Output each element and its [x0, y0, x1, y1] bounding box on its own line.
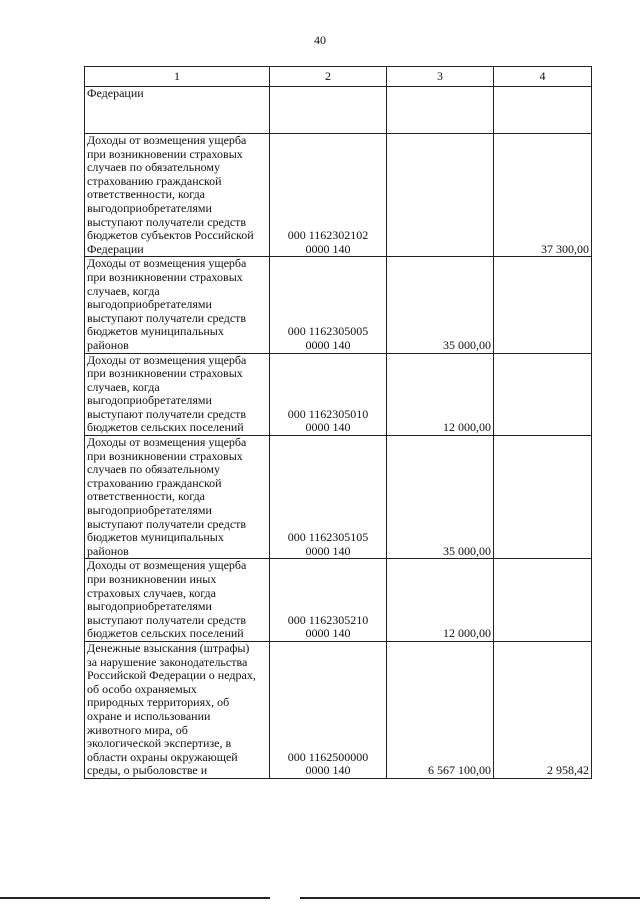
- row-amount-col3: 35 000,00: [387, 257, 494, 353]
- row-description: Доходы от возмещения ущерба при возникновении страховых случаев по обязательному страхованию гражданской ответственности, когда выгодоприобретателями выступают получатели средств бюджетов муниципальных районов: [87, 435, 247, 558]
- row-amount-col3: 12 000,00: [387, 559, 494, 642]
- page-edge-line: [300, 897, 640, 899]
- empty-cell: [387, 87, 494, 134]
- page-number: 40: [314, 33, 326, 47]
- table-row: [85, 353, 592, 436]
- row-amount-col4: 2 958,42: [494, 641, 592, 778]
- row-description: Доходы от возмещения ущерба при возникновении страховых случаев по обязательному страхованию гражданской ответственности, когда выгодоприобретателями выступают получатели средств бюджетов субъектов Российской Федерации: [87, 133, 254, 256]
- page-edge-line: [0, 897, 270, 899]
- row-description: Доходы от возмещения ущерба при возникновении иных страховых случаев, когда выгодоприобретателями выступают получатели средств бюджетов сельских поселений: [87, 558, 247, 641]
- table-row: [85, 257, 592, 353]
- table-row: [85, 559, 592, 642]
- header-col-1: 1: [85, 67, 270, 87]
- budget-table: [84, 66, 592, 779]
- table-row-continuation: [85, 87, 592, 134]
- row-budget-code: 000 1162305010 0000 140: [287, 406, 369, 435]
- row-budget-code: 000 1162305210 0000 140: [287, 612, 369, 641]
- table-row: [85, 641, 592, 778]
- row-amount-col3: [387, 134, 494, 257]
- row-description: Денежные взыскания (штрафы) за нарушение законодательства Российской Федерации о недрах, об особо охраняемых природных территориях, об охране и использовании животного мира, об экологической экспертизе, в области охраны окружающей среды, о рыболовстве и: [87, 640, 256, 778]
- table-header-row: [85, 67, 592, 87]
- row-amount-col3: 35 000,00: [387, 436, 494, 559]
- header-col-4: 4: [494, 67, 592, 87]
- row-amount-col3: 6 567 100,00: [387, 641, 494, 778]
- header-col-3: 3: [387, 67, 494, 87]
- empty-cell: [494, 87, 592, 134]
- empty-cell: [270, 87, 387, 134]
- row-amount-col4: [494, 257, 592, 353]
- row-amount-col3: 12 000,00: [387, 353, 494, 436]
- row-budget-code: 000 1162500000 0000 140: [287, 749, 369, 778]
- row-budget-code: 000 1162305005 0000 140: [287, 324, 369, 352]
- table-row: [85, 436, 592, 559]
- header-col-2: 2: [270, 67, 387, 87]
- row-amount-col4: [494, 353, 592, 436]
- row-amount-col4: [494, 436, 592, 559]
- row-budget-code: 000 1162305105 0000 140: [287, 530, 369, 558]
- row-description: Доходы от возмещения ущерба при возникновении страховых случаев, когда выгодоприобретателями выступают получатели средств бюджетов сельских поселений: [87, 352, 247, 435]
- table-row: [85, 134, 592, 257]
- row-amount-col4: [494, 559, 592, 642]
- continuation-text: Федерации: [85, 87, 270, 134]
- row-description: Доходы от возмещения ущерба при возникновении страховых случаев, когда выгодоприобретателями выступают получатели средств бюджетов муниципальных районов: [87, 256, 247, 352]
- row-amount-col4: 37 300,00: [494, 134, 592, 257]
- row-budget-code: 000 1162302102 0000 140: [287, 228, 369, 256]
